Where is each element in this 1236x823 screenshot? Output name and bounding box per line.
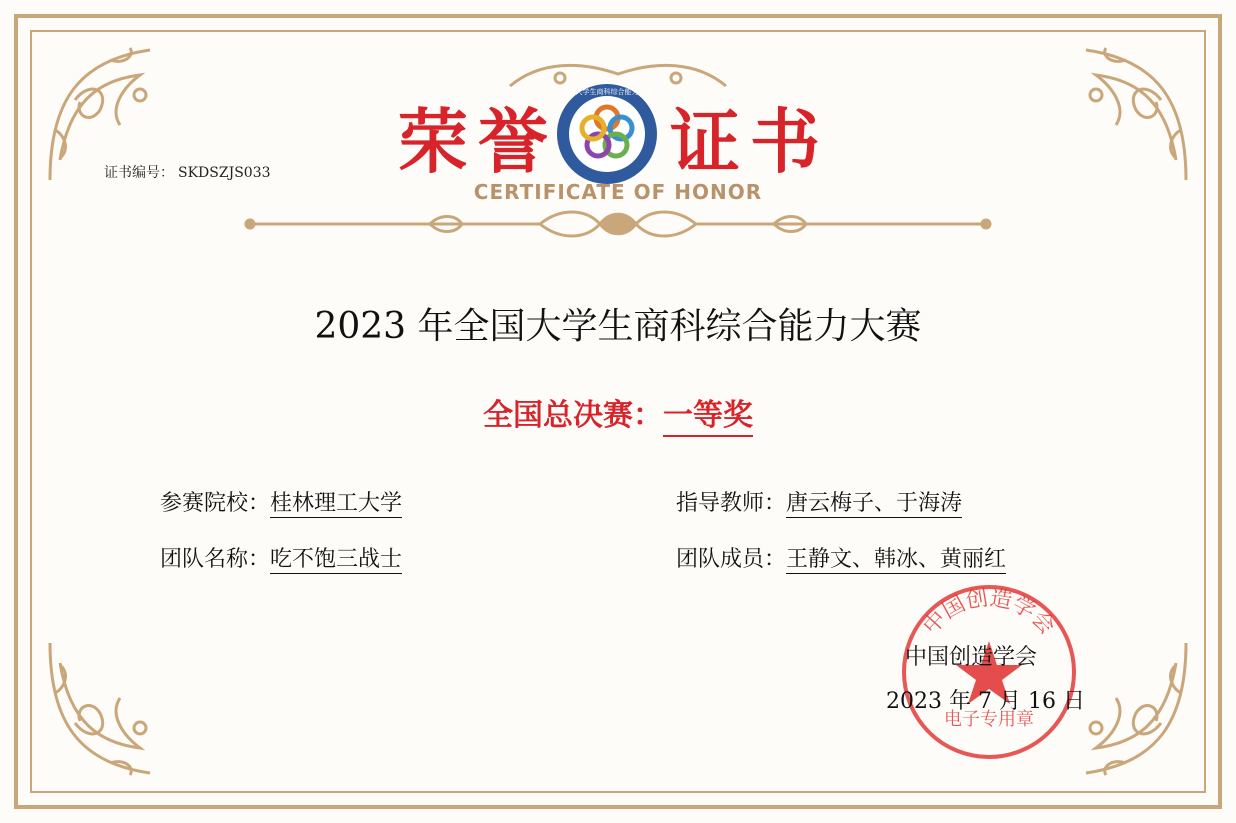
issuer-org: 中国创造学会 [905, 645, 1038, 670]
event-title: 2023 年全国大学生商科综合能力大赛 [314, 306, 922, 347]
members-label: 团队成员： [676, 547, 787, 572]
seal-bottom-text: 电子专用章 [944, 709, 1034, 730]
school-field [160, 486, 402, 517]
title-char: 证 [670, 100, 740, 183]
advisor-label: 指导教师： [676, 491, 787, 516]
svg-text:中国创造学会 [919, 586, 1060, 640]
advisor-field [676, 486, 962, 517]
members-value: 王静文、韩冰、黄丽红 [786, 547, 1007, 572]
team-label: 团队名称： [160, 547, 271, 572]
flourish-corner-icon [1066, 633, 1196, 783]
certificate-number-label: 证书编号： [104, 165, 174, 181]
certificate-subtitle: CERTIFICATE OF HONOR [473, 180, 763, 204]
title-char: 誉 [478, 100, 548, 183]
logo-text: 全国大学生商科综合能力大赛 [561, 88, 653, 96]
school-label: 参赛院校： [160, 491, 271, 516]
title-char: 书 [750, 100, 820, 183]
issue-date: 2023 年 7 月 16 日 [886, 689, 1085, 714]
certificate-number [100, 162, 271, 182]
official-seal [900, 583, 1078, 761]
award-value: 一等奖 [663, 398, 753, 437]
logo-flower-icon [555, 82, 659, 186]
award-prefix: 全国总决赛： [483, 398, 663, 433]
flourish-corner-icon [40, 633, 170, 783]
award-line [0, 390, 1236, 434]
divider-ornament-icon [240, 206, 996, 242]
advisor-value: 唐云梅子、于海涛 [786, 491, 963, 516]
members-field [676, 542, 1006, 573]
flourish-corner-icon [1066, 40, 1196, 190]
seal-top-text: 中国创造学会 [918, 585, 1060, 640]
team-value: 吃不饱三战士 [270, 547, 403, 572]
school-value: 桂林理工大学 [270, 491, 403, 516]
team-field [160, 542, 402, 573]
title-char: 荣 [398, 100, 468, 183]
certificate-number-value: SKDSZJS033 [178, 165, 271, 181]
